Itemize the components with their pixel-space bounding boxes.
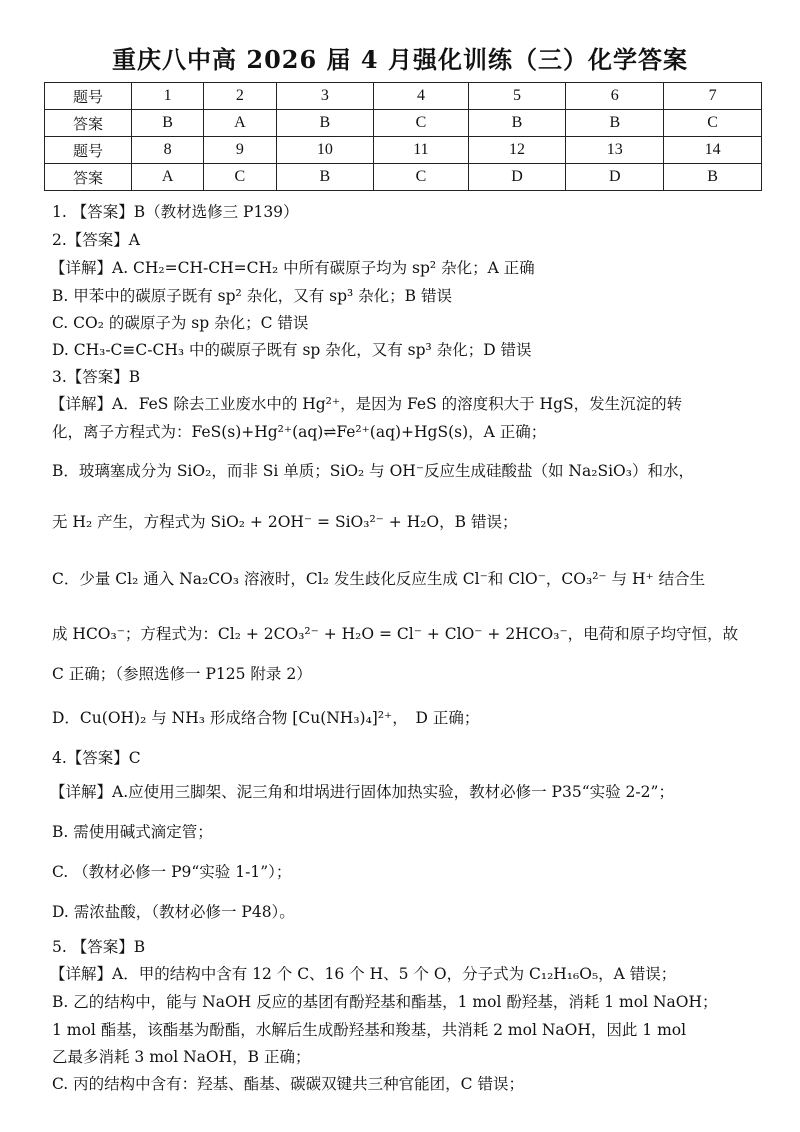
explanation-line: 【详解】A. CH₂=CH-CH=CH₂ 中所有碳原子均为 sp² 杂化；A 正确 [50,259,535,277]
answer-q1: 1. 【答案】B（教材选修三 P139） [52,203,299,221]
table-cell: 5 [468,83,566,110]
table-cell: C [204,164,276,191]
table-cell: 9 [204,137,276,164]
table-row [45,110,762,137]
table-cell: 1 [132,83,204,110]
table-cell: B [276,110,374,137]
answer-q3: 3.【答案】B [52,368,141,386]
table-cell: 10 [276,137,374,164]
table-cell: C [374,164,468,191]
table-cell: B [276,164,374,191]
answer-table [44,82,762,191]
row-label: 题号 [45,137,132,164]
explanation-line: 化，离子方程式为：FeS(s)+Hg²⁺(aq)⇌Fe²⁺(aq)+HgS(s)，A 正确； [52,423,547,441]
explanation-line: 【详解】A.应使用三脚架、泥三角和坩埚进行固体加热实验，教材必修一 P35“实验 2-2”； [50,783,674,801]
explanation-line: C 正确；（参照选修一 P125 附录 2） [52,665,312,683]
explanation-line: C. （教材必修一 P9“实验 1-1”）； [52,863,292,881]
explanation-line: D．Cu(OH)₂ 与 NH₃ 形成络合物 [Cu(NH₃)₄]²⁺， D 正确； [52,709,480,727]
explanation-line: C. 丙的结构中含有：羟基、酯基、碳碳双键共三种官能团，C 错误； [52,1075,524,1093]
explanation-line: C．少量 Cl₂ 通入 Na₂CO₃ 溶液时，Cl₂ 发生歧化反应生成 Cl⁻和 ClO⁻，CO₃²⁻ 与 H⁺ 结合生 [52,570,706,588]
page-title: 重庆八中高 2026 届 4 月强化训练（三）化学答案 [112,45,688,74]
table-cell: 3 [276,83,374,110]
table-cell: B [468,110,566,137]
table-cell: 4 [374,83,468,110]
explanation-line: C. CO₂ 的碳原子为 sp 杂化；C 错误 [52,314,309,332]
table-cell: 11 [374,137,468,164]
table-cell: C [664,110,762,137]
table-cell: B [664,164,762,191]
table-row [45,137,762,164]
table-cell: 2 [204,83,276,110]
table-cell: D [468,164,566,191]
table-cell: 8 [132,137,204,164]
explanation-line: 无 H₂ 产生，方程式为 SiO₂ + 2OH⁻ = SiO₃²⁻ + H₂O，B 错误； [52,513,518,531]
explanation-line: 【详解】A．FeS 除去工业废水中的 Hg²⁺，是因为 FeS 的溶度积大于 HgS，发生沉淀的转 [50,395,683,413]
table-cell: 13 [566,137,664,164]
table-cell: B [566,110,664,137]
table-cell: D [566,164,664,191]
answer-q4: 4.【答案】C [52,749,141,767]
row-label: 答案 [45,110,132,137]
explanation-line: 成 HCO₃⁻；方程式为：Cl₂ + 2CO₃²⁻ + H₂O = Cl⁻ + ClO⁻ + 2HCO₃⁻，电荷和原子均守恒，故 [52,625,739,643]
table-row [45,164,762,191]
explanation-line: B. 需使用碱式滴定管； [52,823,213,841]
explanation-line: B. 乙的结构中，能与 NaOH 反应的基团有酚羟基和酯基，1 mol 酚羟基，消耗 1 mol NaOH； [52,993,718,1011]
explanation-line: 1 mol 酯基，该酯基为酚酯，水解后生成酚羟基和羧基，共消耗 2 mol NaOH，因此 1 mol [52,1021,687,1039]
table-cell: C [374,110,468,137]
table-cell: A [132,164,204,191]
explanation-line: D. 需浓盐酸，（教材必修一 P48）。 [52,903,295,921]
table-cell: 7 [664,83,762,110]
table-cell: A [204,110,276,137]
row-label: 题号 [45,83,132,110]
answer-q5: 5. 【答案】B [52,938,146,956]
table-row [45,83,762,110]
explanation-line: D. CH₃-C≡C-CH₃ 中的碳原子既有 sp 杂化，又有 sp³ 杂化；D 错误 [52,341,532,359]
table-cell: 6 [566,83,664,110]
table-cell: 12 [468,137,566,164]
table-cell: B [132,110,204,137]
row-label: 答案 [45,164,132,191]
explanation-line: 【详解】A．甲的结构中含有 12 个 C、16 个 H、5 个 O，分子式为 C₁₂H₁₆O₅，A 错误； [50,965,677,983]
explanation-line: 乙最多消耗 3 mol NaOH，B 正确； [52,1048,311,1066]
explanation-line: B. 甲苯中的碳原子既有 sp² 杂化，又有 sp³ 杂化；B 错误 [52,287,452,305]
table-cell: 14 [664,137,762,164]
explanation-line: B．玻璃塞成分为 SiO₂，而非 Si 单质；SiO₂ 与 OH⁻反应生成硅酸盐（如 Na₂SiO₃）和水， [52,462,694,480]
answer-q2: 2.【答案】A [52,231,140,249]
